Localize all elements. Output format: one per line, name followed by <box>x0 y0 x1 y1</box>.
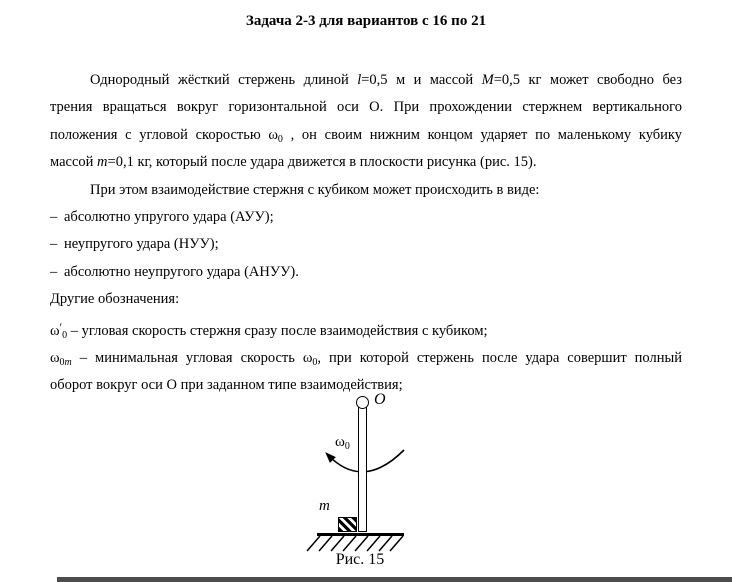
omega-symbol: ω <box>50 350 60 367</box>
text-run: Однородный жёсткий стержень длиной <box>90 72 358 88</box>
document-body <box>50 67 682 400</box>
paragraph-2: При этом взаимодействие стержня с кубиком может происходить в виде: <box>90 181 540 198</box>
other-notation-heading: Другие обозначения: <box>50 291 180 308</box>
list-item-auu <box>50 204 682 231</box>
text-run: – минимальная угловая скорость <box>71 350 303 367</box>
subscript-m: m <box>64 357 72 369</box>
text-run: =0,5 м и массой <box>361 72 482 88</box>
prime-mark: ′ <box>59 319 63 334</box>
cube <box>338 517 357 532</box>
text-run: массой <box>50 154 98 171</box>
omega-symbol: ω <box>335 434 345 450</box>
variable-m: m <box>97 154 108 171</box>
text-run: =0,5 кг может свободно без <box>493 72 682 88</box>
variable-M: M <box>481 72 494 88</box>
omega-subscript: 0 <box>344 441 350 452</box>
list-item-text: неупругого удара (НУУ); <box>64 236 219 253</box>
variable-l: l <box>357 72 362 88</box>
text-run: , он своим нижним концом ударяет по маленькому кубику <box>282 126 682 143</box>
arc-arrowhead-icon <box>325 452 336 463</box>
omega-subscript <box>60 357 72 368</box>
figure-caption: Рис. 15 <box>335 551 385 568</box>
omega-symbol: ω <box>302 350 313 367</box>
text-run: =0,1 кг, который после удара движется в плоскости рисунка (рис. 15). <box>107 154 537 171</box>
paragraph-1-line-1 <box>50 67 682 94</box>
ground-line <box>317 533 404 536</box>
text-run: , при которой стержень после удара совершит полный <box>317 350 682 367</box>
omega0-label <box>335 434 350 451</box>
omega-subscript: 0 <box>277 133 283 145</box>
list-item-text: абсолютно неупругого удара (АНУУ). <box>64 263 299 280</box>
list-item-anuu <box>50 259 682 286</box>
page-bottom-divider <box>57 577 732 582</box>
omega-subscript: 0 <box>312 357 318 369</box>
notation-omega-prime <box>50 314 682 345</box>
notation-omega-min-line-2: оборот вокруг оси О при заданном типе взаимодействия; <box>50 377 403 394</box>
list-dash: – <box>50 263 58 280</box>
text-run: положения с угловой скоростью ω <box>50 126 278 143</box>
omega-symbol: ω <box>50 322 60 339</box>
mass-label: m <box>319 498 330 514</box>
paragraph-1-line-3 <box>50 122 682 149</box>
page-title: Задача 2-3 для вариантов с 16 по 21 <box>245 13 487 29</box>
list-item-text: абсолютно упругого удара (АУУ); <box>64 209 274 226</box>
paragraph-1-line-4 <box>50 149 682 176</box>
notation-omega-min-line-1 <box>50 345 682 372</box>
ground-hatching <box>307 536 403 551</box>
omega-subscript: 0 <box>62 329 68 341</box>
list-dash: – <box>50 236 58 253</box>
pivot-label: O <box>374 391 386 408</box>
list-dash: – <box>50 209 58 226</box>
list-item-nuu <box>50 231 682 258</box>
rod <box>358 405 367 532</box>
pivot-circle <box>356 396 369 409</box>
subscript-zero: 0 <box>59 357 65 369</box>
paragraph-1-line-2: трения вращаться вокруг горизонтальной оси О. При прохождении стержнем вертикального <box>50 99 682 116</box>
text-run: – угловая скорость стержня сразу после взаимодействия с кубиком; <box>67 322 488 339</box>
